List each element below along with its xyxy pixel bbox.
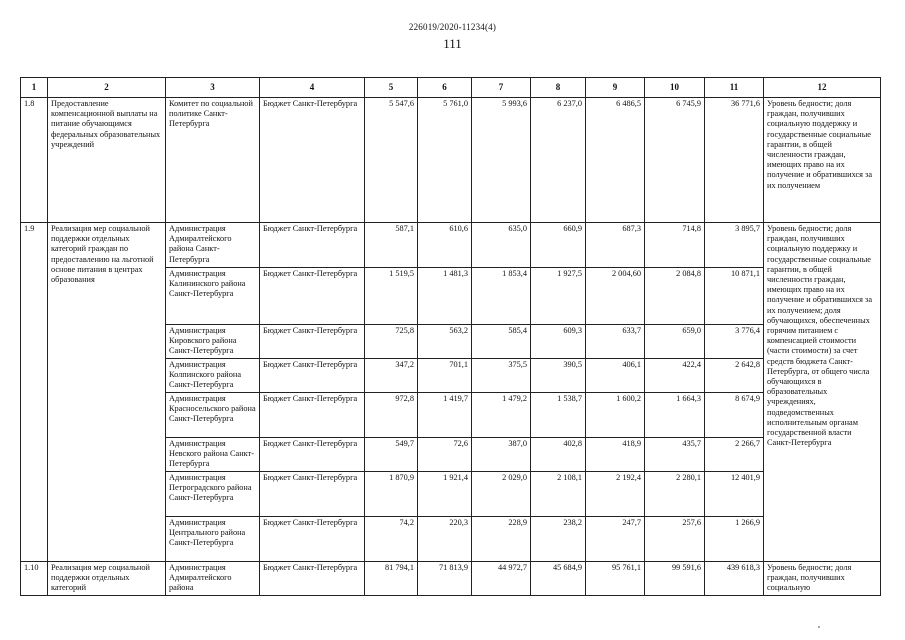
- funding-source: Бюджет Санкт-Петербурга: [260, 268, 365, 325]
- value-cell: 238,2: [531, 516, 586, 561]
- col-header: 3: [166, 78, 260, 98]
- value-cell: 1 519,5: [365, 268, 418, 325]
- value-cell: 2 192,4: [586, 471, 645, 516]
- total-cell: 3 776,4: [705, 325, 764, 359]
- value-cell: 1 600,2: [586, 392, 645, 437]
- value-cell: 633,7: [586, 325, 645, 359]
- col-header: 1: [21, 78, 48, 98]
- value-cell: 220,3: [418, 516, 472, 561]
- value-cell: 71 813,9: [418, 561, 472, 595]
- value-cell: 2 084,8: [645, 268, 705, 325]
- funding-source: Бюджет Санкт-Петербурга: [260, 223, 365, 268]
- executor: Администрация Адмиралтейского района: [166, 561, 260, 595]
- col-header: 4: [260, 78, 365, 98]
- value-cell: 347,2: [365, 358, 418, 392]
- value-cell: 1 538,7: [531, 392, 586, 437]
- value-cell: 81 794,1: [365, 561, 418, 595]
- table-row: [21, 98, 881, 223]
- value-cell: 72,6: [418, 437, 472, 471]
- col-header: 12: [764, 78, 881, 98]
- value-cell: 687,3: [586, 223, 645, 268]
- total-cell: 2 642,8: [705, 358, 764, 392]
- value-cell: 6 237,0: [531, 98, 586, 223]
- funding-source: Бюджет Санкт-Петербурга: [260, 516, 365, 561]
- total-cell: 439 618,3: [705, 561, 764, 595]
- value-cell: 6 745,9: [645, 98, 705, 223]
- value-cell: 228,9: [472, 516, 531, 561]
- value-cell: 701,1: [418, 358, 472, 392]
- funding-source: Бюджет Санкт-Петербурга: [260, 98, 365, 223]
- funding-source: Бюджет Санкт-Петербурга: [260, 325, 365, 359]
- value-cell: 402,8: [531, 437, 586, 471]
- value-cell: 2 004,60: [586, 268, 645, 325]
- value-cell: 375,5: [472, 358, 531, 392]
- value-cell: 99 591,6: [645, 561, 705, 595]
- value-cell: 1 853,4: [472, 268, 531, 325]
- value-cell: 2 029,0: [472, 471, 531, 516]
- executor: Администрация Невского района Санкт-Петербурга: [166, 437, 260, 471]
- value-cell: 5 547,6: [365, 98, 418, 223]
- total-cell: 3 895,7: [705, 223, 764, 268]
- row-number: 1.8: [21, 98, 48, 223]
- funding-source: Бюджет Санкт-Петербурга: [260, 437, 365, 471]
- table-row: [21, 561, 881, 595]
- value-cell: 725,8: [365, 325, 418, 359]
- value-cell: 435,7: [645, 437, 705, 471]
- total-cell: 2 266,7: [705, 437, 764, 471]
- value-cell: 95 761,1: [586, 561, 645, 595]
- value-cell: 406,1: [586, 358, 645, 392]
- executor: Администрация Колпинского района Санкт-Петербурга: [166, 358, 260, 392]
- value-cell: 5 993,6: [472, 98, 531, 223]
- value-cell: 587,1: [365, 223, 418, 268]
- header-row: [21, 78, 881, 98]
- value-cell: 6 486,5: [586, 98, 645, 223]
- scan-speck: [818, 626, 820, 628]
- value-cell: 549,7: [365, 437, 418, 471]
- budget-table: [20, 77, 881, 596]
- value-cell: 659,0: [645, 325, 705, 359]
- indicator: Уровень бедности; доля граждан, получивших социальную поддержку и государственные социальные гарантии, в общей численности граждан, имеющих право на их получение и обратившихся за их получением: [764, 98, 881, 223]
- value-cell: 635,0: [472, 223, 531, 268]
- value-cell: 1 481,3: [418, 268, 472, 325]
- value-cell: 44 972,7: [472, 561, 531, 595]
- col-header: 9: [586, 78, 645, 98]
- total-cell: 10 871,1: [705, 268, 764, 325]
- funding-source: Бюджет Санкт-Петербурга: [260, 358, 365, 392]
- row-number: 1.10: [21, 561, 48, 595]
- funding-source: Бюджет Санкт-Петербурга: [260, 471, 365, 516]
- value-cell: 610,6: [418, 223, 472, 268]
- executor: Администрация Центрального района Санкт-Петербурга: [166, 516, 260, 561]
- value-cell: 45 684,9: [531, 561, 586, 595]
- col-header: 7: [472, 78, 531, 98]
- value-cell: 5 761,0: [418, 98, 472, 223]
- table-row: [21, 223, 881, 268]
- value-cell: 660,9: [531, 223, 586, 268]
- col-header: 10: [645, 78, 705, 98]
- funding-source: Бюджет Санкт-Петербурга: [260, 561, 365, 595]
- value-cell: 972,8: [365, 392, 418, 437]
- col-header: 5: [365, 78, 418, 98]
- executor: Администрация Калининского района Санкт-Петербурга: [166, 268, 260, 325]
- executor: Администрация Петроградского района Санкт-Петербурга: [166, 471, 260, 516]
- page-number: 111: [443, 36, 462, 51]
- col-header: 8: [531, 78, 586, 98]
- total-cell: 1 266,9: [705, 516, 764, 561]
- value-cell: 1 927,5: [531, 268, 586, 325]
- value-cell: 257,6: [645, 516, 705, 561]
- value-cell: 563,2: [418, 325, 472, 359]
- document-id: 226019/2020-11234(4): [408, 22, 497, 32]
- measure-name: Реализация мер социальной поддержки отдельных категорий граждан по предоставлению на льготной основе питания в центрах образования: [48, 223, 166, 562]
- value-cell: 1 664,3: [645, 392, 705, 437]
- col-header: 6: [418, 78, 472, 98]
- funding-source: Бюджет Санкт-Петербурга: [260, 392, 365, 437]
- total-cell: 8 674,9: [705, 392, 764, 437]
- col-header: 11: [705, 78, 764, 98]
- executor: Администрация Кировского района Санкт-Петербурга: [166, 325, 260, 359]
- right-margin-line: [880, 78, 881, 593]
- measure-name: Предоставление компенсационной выплаты на питание обучающимся федеральных образовательных учреждений: [48, 98, 166, 223]
- executor: Администрация Адмиралтейского района Санкт-Петербурга: [166, 223, 260, 268]
- value-cell: 422,4: [645, 358, 705, 392]
- measure-name: Реализация мер социальной поддержки отдельных категорий: [48, 561, 166, 595]
- value-cell: 2 108,1: [531, 471, 586, 516]
- value-cell: 2 280,1: [645, 471, 705, 516]
- row-number: 1.9: [21, 223, 48, 562]
- value-cell: 1 479,2: [472, 392, 531, 437]
- value-cell: 1 419,7: [418, 392, 472, 437]
- total-cell: 12 401,9: [705, 471, 764, 516]
- indicator: Уровень бедности; доля граждан, получивших социальную: [764, 561, 881, 595]
- executor: Комитет по социальной политике Санкт-Петербурга: [166, 98, 260, 223]
- indicator: Уровень бедности; доля граждан, получивших социальную поддержку и государственные социальные гарантии, в общей численности граждан, имеющих право на их получение и обратившихся за их получением; доля обучающихся, обеспеченных горячим питанием с компенсацией стоимости (части стоимости) за счет средств бюджета Санкт-Петербурга, от общего числа обучающихся в образовательных учреждениях, подведомственных исполнительным органам государственной власти Санкт-Петербурга: [764, 223, 881, 562]
- value-cell: 74,2: [365, 516, 418, 561]
- col-header: 2: [48, 78, 166, 98]
- total-cell: 36 771,6: [705, 98, 764, 223]
- value-cell: 609,3: [531, 325, 586, 359]
- value-cell: 418,9: [586, 437, 645, 471]
- executor: Администрация Красносельского района Санкт-Петербурга: [166, 392, 260, 437]
- value-cell: 387,0: [472, 437, 531, 471]
- value-cell: 390,5: [531, 358, 586, 392]
- value-cell: 714,8: [645, 223, 705, 268]
- value-cell: 585,4: [472, 325, 531, 359]
- value-cell: 1 870,9: [365, 471, 418, 516]
- value-cell: 247,7: [586, 516, 645, 561]
- value-cell: 1 921,4: [418, 471, 472, 516]
